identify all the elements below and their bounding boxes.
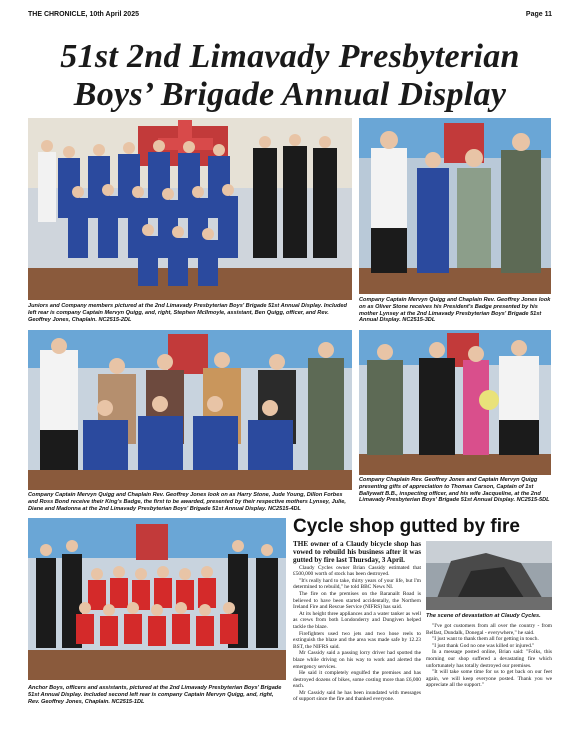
page-number: Page 11 <box>525 10 552 18</box>
caption-photo-kings-badge: Company Captain Mervyn Quigg and Chaplain Rev. Geoffrey Jones look on as Harry Stone, Jude Young, Dillon Forbes and Ross Bond receive their King's Badge, the first to be awarded, presented by their respective mothers Lynsey, Julie, Diane and Madonna at the 2nd Limavady Presbyterian Boys' Brigade 51st Annual Display. NC2515-4DL <box>28 492 346 512</box>
article-paragraph: Claudy Cycles owner Brian Cassidy estimated that £500,000 worth of stock has been destroyed. <box>293 564 421 578</box>
article-paragraph: Mr Cassidy said a passing lorry driver had spotted the blaze while driving on his way to work and alerted the emergency services. <box>293 650 421 670</box>
article-headline: Cycle shop gutted by fire <box>293 516 520 537</box>
photo-presidents-badge-image <box>359 118 551 294</box>
photo-kings-badge <box>28 330 352 490</box>
article-column-2 <box>426 623 552 689</box>
article-paragraph: "I just want to thank them all for getting in touch. <box>432 636 539 643</box>
article-paragraph: At its height three appliances and a water tanker as well as crews from both Londonderry and Dungiven helped tackle the blaze. <box>293 610 421 630</box>
publication-date: THE CHRONICLE, 10th April 2025 <box>28 10 139 18</box>
article-paragraph: Firefighters used two jets and two hose reels to extinguish the blaze and the area was made safe by 12.23 BST, the NIFRS said. <box>293 630 421 650</box>
photo-anchor-boys <box>28 518 286 680</box>
photo-juniors-company <box>28 118 352 300</box>
caption-photo-presidents-badge: Company Captain Mervyn Quigg and Chaplain Rev. Geoffrey Jones look on as Oliver Stone receives his President's Badge presented by his mother Lynsey at the 2nd Limavady Presbyterian Boys' Brigade 51st Annual Display. NC2515-3DL <box>359 297 551 324</box>
article-paragraph: "It will take some time for us to get back on our feet again, we will keep everyone posted. Thank you we appreciate all the support." <box>426 669 552 689</box>
article-paragraph: "I just thank God no one was killed or injured." <box>432 642 535 649</box>
caption-photo-gifts: Company Chaplain Rev. Geoffrey Jones and Captain Mervyn Quigg presenting gifts of appreciation to Thomas Carson, Captain of 1st Ballywatt B.B., inspecting officer, and his wife Jacqueline, at the 2nd Limavady Presbyterian Boys' Brigade 51st Annual Display. NC2515-5DL <box>359 477 550 504</box>
article-paragraph: The fire on the premises on the Baranailt Road is believed to have been started accidentally, the Northern Ireland Fire and Rescue Service (NIFRS) has said. <box>293 590 421 611</box>
photo-presidents-badge <box>359 118 551 294</box>
article-paragraph: "I've got customers from all over the country - from Belfast, Dundalk, Donegal - everywhere," he said. <box>426 623 552 636</box>
article-lead: THE owner of a Claudy bicycle shop has vowed to rebuild his business after it was gutted by fire last Thursday, 3 April. <box>293 540 421 565</box>
caption-photo-fire: The scene of devastation at Claudy Cycles. <box>426 613 541 619</box>
page-headline <box>20 38 560 114</box>
photo-gifts-appreciation <box>359 330 551 475</box>
article-column-1 <box>293 540 421 703</box>
article-paragraph: In a message posted online, Brian said: "Folks, this morning our shop suffered a devastating fire which unfortunately has totally destroyed our premises. <box>426 649 552 669</box>
headline-line-1: 51st 2nd Limavady Presbyterian <box>60 38 520 75</box>
caption-photo-juniors: Juniors and Company members pictured at the 2nd Limavady Presbyterian Boys' Brigade 51st Annual Display. Included left rear is company Captain Mervyn Quigg, and, right, Stephen McIlmoyle, assistant, Ben Quigg, officer, and Rev. Geoffrey Jones, Chaplain. NC2515-2DL <box>28 303 347 323</box>
article-paragraph: Mr Cassidy said he has been inundated with messages of support since the fire and thanked everyone. <box>293 689 421 703</box>
headline-line-2: Boys’ Brigade Annual Display <box>73 76 507 113</box>
photo-fire-scene-image <box>426 541 552 610</box>
caption-photo-anchor-boys: Anchor Boys, officers and assistants, pictured at the 2nd Limavady Presbyterian Boys' Brigade 51st Annual Display. Included second left rear is company Captain Mervyn Quigg, and, right, Rev. Geoffrey Jones, Chaplain. NC2515-1DL <box>28 685 282 705</box>
article-paragraph: "It's really hard to take, thirty years of your life, but I'm determined to rebuild," he told BBC News NI. <box>293 577 421 591</box>
photo-kings-badge-image <box>28 330 352 490</box>
page-header <box>28 8 552 20</box>
photo-juniors-company-image <box>28 118 352 300</box>
photo-fire-scene <box>426 541 552 610</box>
article-paragraph: He said it completely engulfed the premises and has destroyed dozens of bikes, some costing more than £6,000 each. <box>293 670 421 690</box>
photo-gifts-appreciation-image <box>359 330 551 475</box>
photo-anchor-boys-image <box>28 518 286 680</box>
